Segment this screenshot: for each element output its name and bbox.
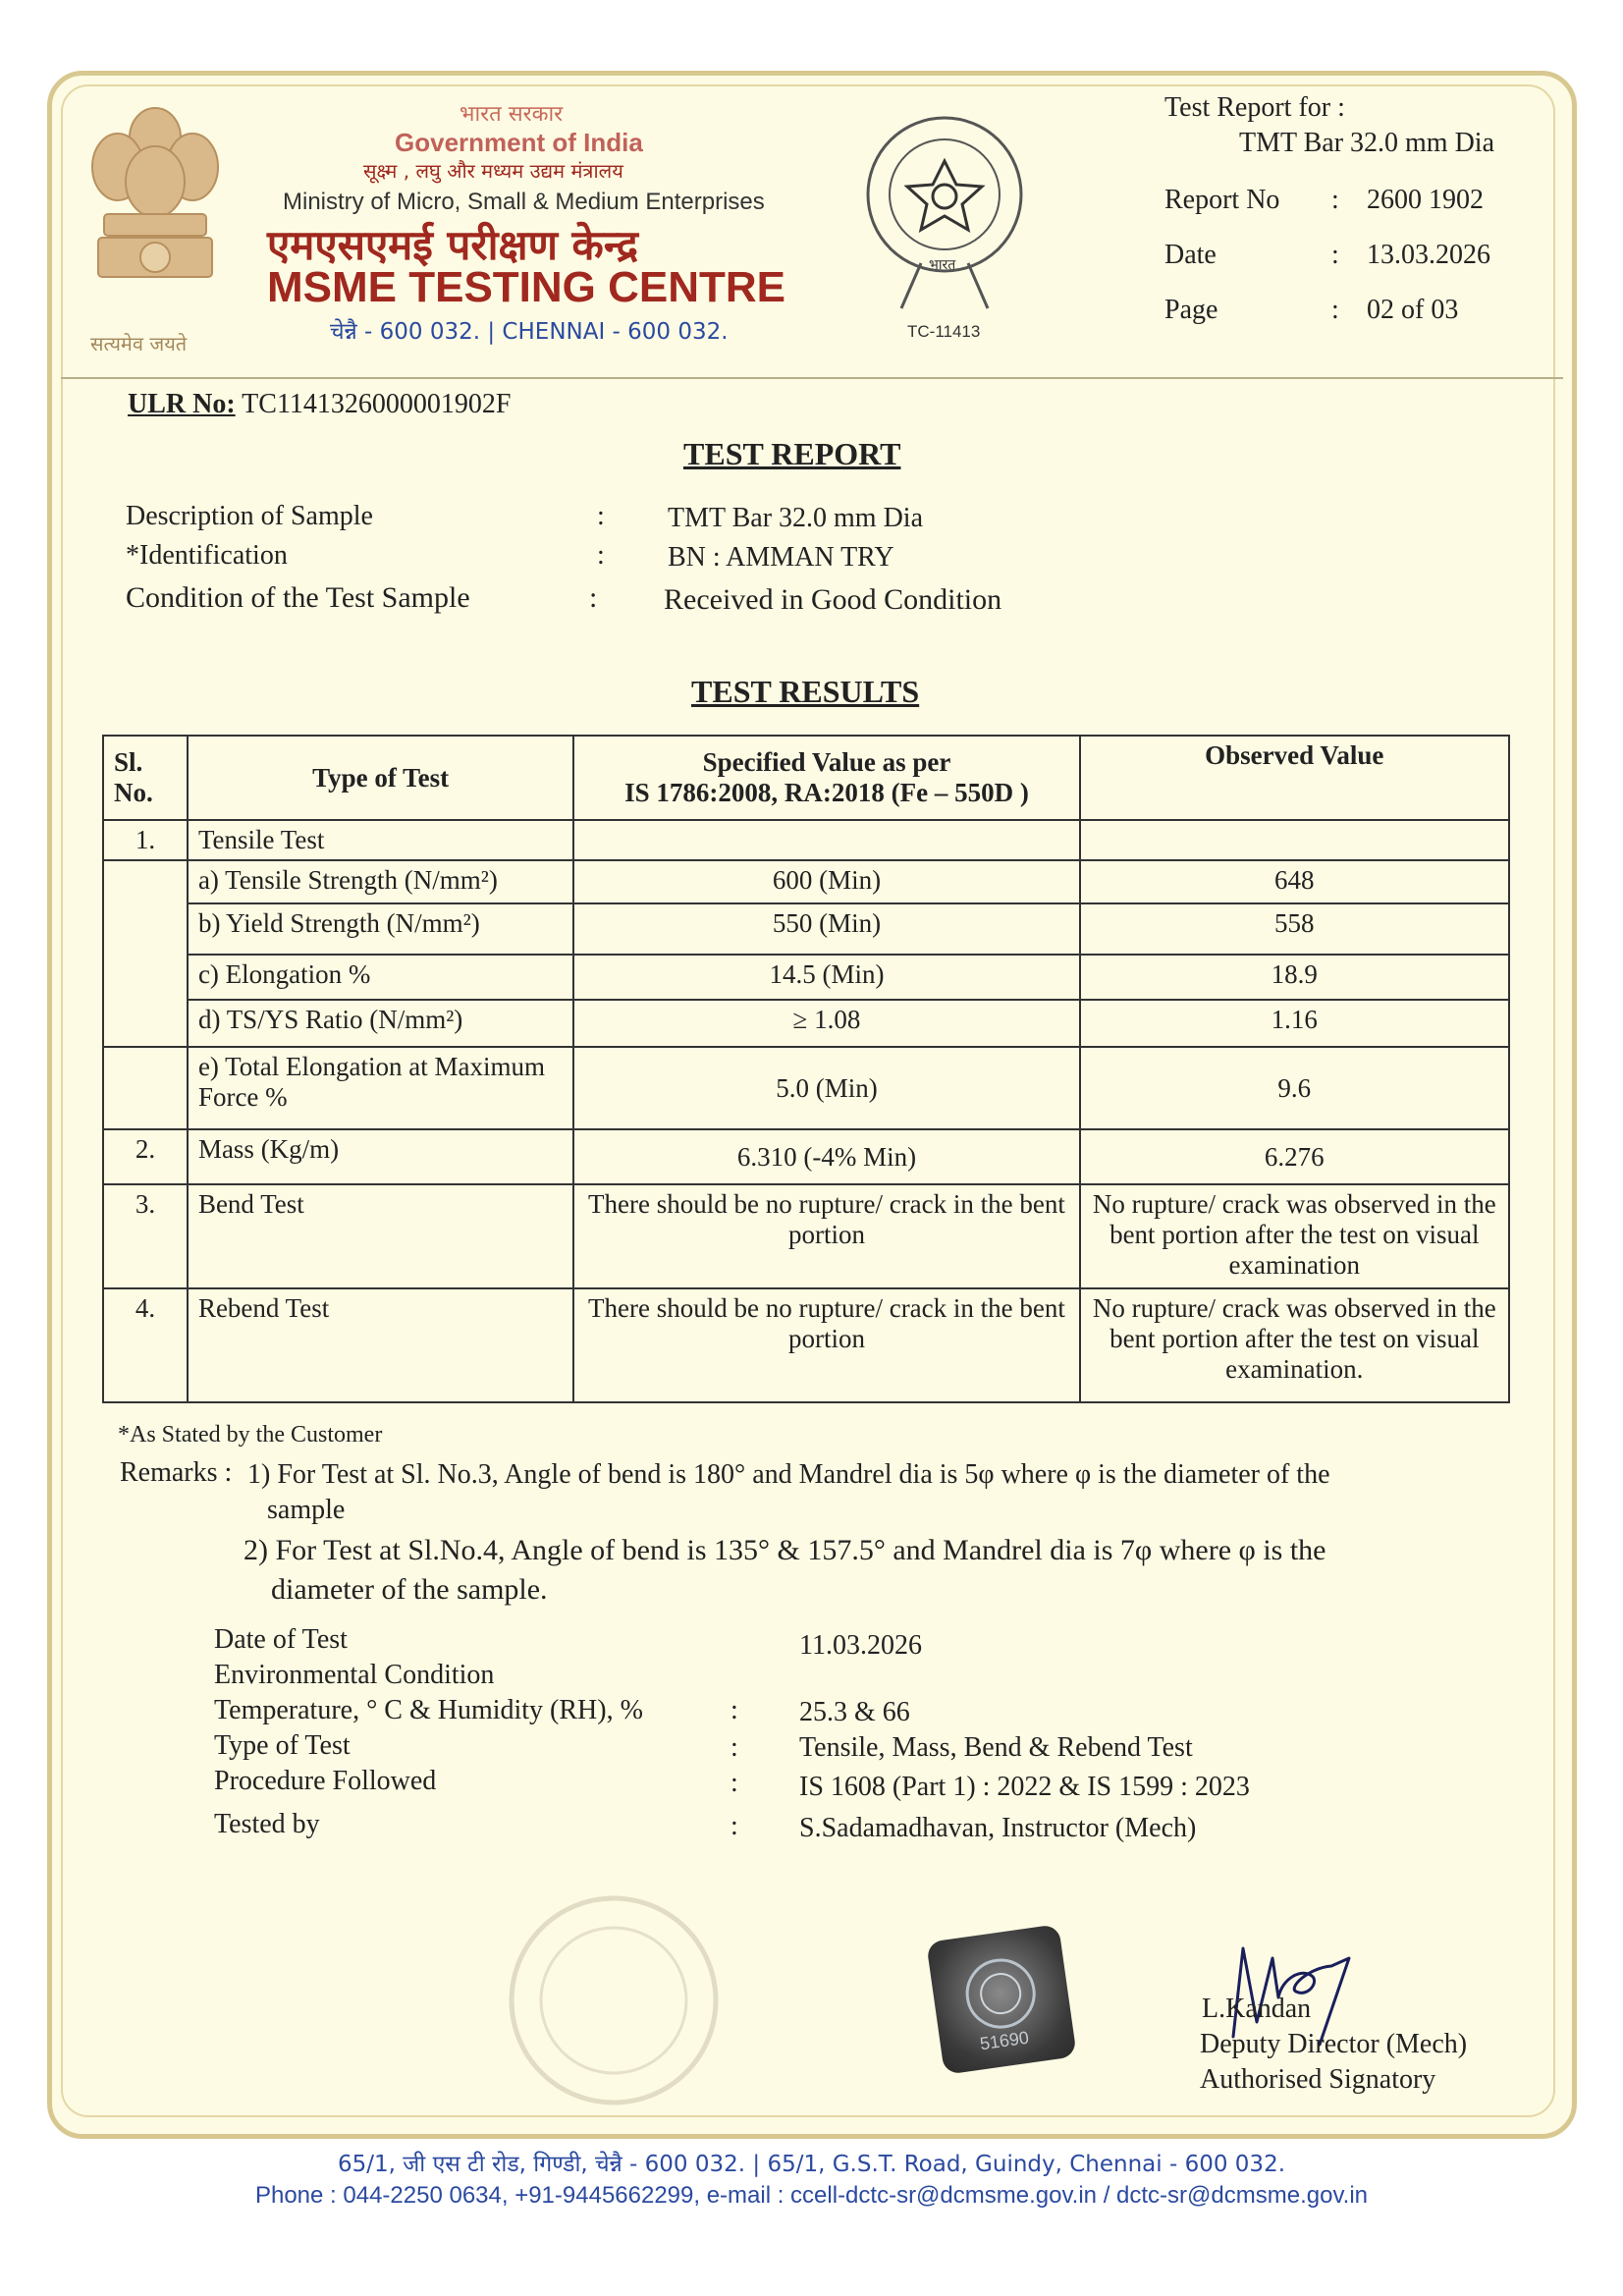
table-row (103, 1288, 1509, 1402)
hologram-code: 51690 (978, 2027, 1031, 2054)
condition-value: Received in Good Condition (664, 583, 1002, 616)
tested-by-label: Tested by (214, 1809, 320, 1839)
ministry: Ministry of Micro, Small & Medium Enterprises (283, 189, 765, 215)
header-divider (61, 377, 1563, 379)
environment-label: Environmental Condition (214, 1660, 495, 1690)
page-value: 02 of 03 (1367, 295, 1459, 325)
hologram-emblem-icon (926, 1924, 1077, 2075)
date-value: 13.03.2026 (1367, 240, 1490, 270)
date-of-test-value: 11.03.2026 (799, 1630, 922, 1661)
table-row (103, 955, 1509, 1000)
row-spec: 600 (Min) (573, 860, 1079, 903)
row-sl (103, 903, 188, 955)
header-observed: Observed Value (1080, 736, 1509, 820)
remark-2-cont: diameter of the sample. (271, 1573, 548, 1606)
type-of-test-value: Tensile, Mass, Bend & Rebend Test (799, 1732, 1193, 1763)
row-spec (573, 820, 1079, 860)
row-type: Tensile Test (188, 820, 573, 860)
row-spec: 5.0 (Min) (573, 1047, 1079, 1129)
condition-sep: : (589, 581, 598, 614)
sample-description-value: TMT Bar 32.0 mm Dia (668, 503, 924, 533)
identification-label: *Identification (126, 540, 288, 571)
row-type: b) Yield Strength (N/mm²) (188, 903, 573, 955)
procedure-label: Procedure Followed (214, 1766, 437, 1796)
accreditation-seal (846, 116, 1043, 342)
table-row (103, 1184, 1509, 1288)
row-sl (103, 1000, 188, 1047)
row-sl (103, 1047, 188, 1129)
row-sl: 1. (103, 820, 188, 860)
report-for-value: TMT Bar 32.0 mm Dia (1239, 128, 1495, 158)
national-emblem (77, 98, 234, 355)
hindi-centre-name: एमएसएमई परीक्षण केन्द्र (267, 221, 639, 269)
hologram-sticker (926, 1924, 1077, 2075)
row-type: a) Tensile Strength (N/mm²) (188, 860, 573, 903)
nabl-seal-icon (846, 116, 1043, 312)
signatory-designation: Deputy Director (Mech) (1200, 2029, 1468, 2059)
office-stamp (503, 1889, 725, 2111)
signatory-role: Authorised Signatory (1200, 2064, 1436, 2095)
row-spec: 550 (Min) (573, 903, 1079, 955)
page-label: Page (1164, 295, 1218, 325)
remarks-label: Remarks : (120, 1457, 233, 1488)
row-obs: No rupture/ crack was observed in the bent portion after the test on visual examination. (1080, 1288, 1509, 1402)
row-obs: 558 (1080, 903, 1509, 955)
remark-1: 1) For Test at Sl. No.3, Angle of bend is 180° and Mandrel dia is 5φ where φ is the diameter of the (247, 1459, 1330, 1490)
sample-description-label: Description of Sample (126, 501, 373, 531)
government-of-india: Government of India (395, 128, 643, 157)
table-header-row (103, 736, 1509, 820)
row-sl: 3. (103, 1184, 188, 1288)
temperature-label: Temperature, ° C & Humidity (RH), % (214, 1695, 643, 1725)
centre-name: MSME TESTING CENTRE (267, 263, 786, 311)
table-row (103, 820, 1509, 860)
date-label: Date (1164, 240, 1217, 270)
row-sl (103, 955, 188, 1000)
type-of-test-sep: : (730, 1732, 738, 1763)
row-type: e) Total Elongation at Maximum Force % (188, 1047, 573, 1129)
table-row (103, 1047, 1509, 1129)
report-no-label: Report No (1164, 185, 1280, 215)
row-spec: 14.5 (Min) (573, 955, 1079, 1000)
report-no-sep: : (1331, 185, 1339, 215)
identification-value: BN : AMMAN TRY (668, 542, 894, 573)
row-obs: 6.276 (1080, 1129, 1509, 1184)
row-spec: There should be no rupture/ crack in the bent portion (573, 1288, 1079, 1402)
row-spec: 6.310 (-4% Min) (573, 1129, 1079, 1184)
results-title: TEST RESULTS (691, 674, 920, 709)
header-sl: Sl. No. (103, 736, 188, 820)
remark-2: 2) For Test at Sl.No.4, Angle of bend is 135° & 157.5° and Mandrel dia is 7φ where φ is the (243, 1534, 1326, 1566)
hindi-government: भारत सरकार (460, 102, 564, 127)
date-sep: : (1331, 240, 1339, 270)
header-spec-line1: Specified Value as per (702, 747, 951, 777)
row-obs: 9.6 (1080, 1047, 1509, 1129)
table-row (103, 903, 1509, 955)
results-table (102, 735, 1510, 1403)
emblem-motto: सत्यमेव जयते (90, 332, 188, 355)
row-sl: 2. (103, 1129, 188, 1184)
customer-note: *As Stated by the Customer (118, 1422, 383, 1448)
row-type: d) TS/YS Ratio (N/mm²) (188, 1000, 573, 1047)
row-type: Rebend Test (188, 1288, 573, 1402)
tested-by-sep: : (730, 1811, 738, 1841)
row-sl: 4. (103, 1288, 188, 1402)
procedure-value: IS 1608 (Part 1) : 2022 & IS 1599 : 2023 (799, 1772, 1250, 1802)
table-row (103, 1129, 1509, 1184)
report-title: TEST REPORT (683, 436, 901, 471)
lion-capital-icon (77, 98, 234, 314)
report-for-label: Test Report for : (1164, 92, 1345, 123)
row-type: Bend Test (188, 1184, 573, 1288)
seal-text: भारत (929, 257, 956, 273)
accreditation-code: TC-11413 (907, 322, 981, 341)
condition-label: Condition of the Test Sample (126, 581, 470, 614)
procedure-sep: : (730, 1768, 738, 1798)
sample-description-sep: : (597, 501, 605, 531)
table-row (103, 1000, 1509, 1047)
report-no-value: 2600 1902 (1367, 185, 1484, 215)
signatory-name: L.Kandan (1202, 1994, 1312, 2024)
row-obs (1080, 820, 1509, 860)
row-obs: 648 (1080, 860, 1509, 903)
remark-1-cont: sample (267, 1495, 346, 1525)
ulr-value: TC1141326000001902F (242, 389, 512, 419)
row-spec: There should be no rupture/ crack in the bent portion (573, 1184, 1079, 1288)
row-obs: 1.16 (1080, 1000, 1509, 1047)
page-sep: : (1331, 295, 1339, 325)
header-spec-line2: IS 1786:2008, RA:2018 (Fe – 550D ) (624, 778, 1029, 807)
footer-address: 65/1, जी एस टी रोड, गिण्डी, चेन्नै - 600 032. | 65/1, G.S.T. Road, Guindy, Chennai - 600 032. (337, 2152, 1286, 2177)
tested-by-value: S.Sadamadhavan, Instructor (Mech) (799, 1813, 1197, 1843)
date-of-test-label: Date of Test (214, 1624, 348, 1655)
table-row (103, 860, 1509, 903)
hindi-ministry: सूक्ष्म , लघु और मध्यम उद्यम मंत्रालय (363, 159, 623, 183)
row-obs: 18.9 (1080, 955, 1509, 1000)
ulr (128, 389, 511, 420)
identification-sep: : (597, 540, 605, 571)
office-stamp-icon (503, 1889, 725, 2111)
type-of-test-label: Type of Test (214, 1730, 351, 1761)
row-sl (103, 860, 188, 903)
header-spec (573, 736, 1079, 820)
row-spec: ≥ 1.08 (573, 1000, 1079, 1047)
footer-contact: Phone : 044-2250 0634, +91-9445662299, e-mail : ccell-dctc-sr@dcmsme.gov.in / dctc-sr@dcmsme.gov.in (254, 2182, 1369, 2209)
temperature-value: 25.3 & 66 (799, 1697, 910, 1727)
header-type: Type of Test (188, 736, 573, 820)
temperature-sep: : (730, 1695, 738, 1725)
row-obs: No rupture/ crack was observed in the bent portion after the test on visual examination (1080, 1184, 1509, 1288)
ulr-label: ULR No: (128, 389, 236, 419)
centre-address: चेन्नै - 600 032. | CHENNAI - 600 032. (330, 319, 729, 345)
row-type: Mass (Kg/m) (188, 1129, 573, 1184)
row-type: c) Elongation % (188, 955, 573, 1000)
